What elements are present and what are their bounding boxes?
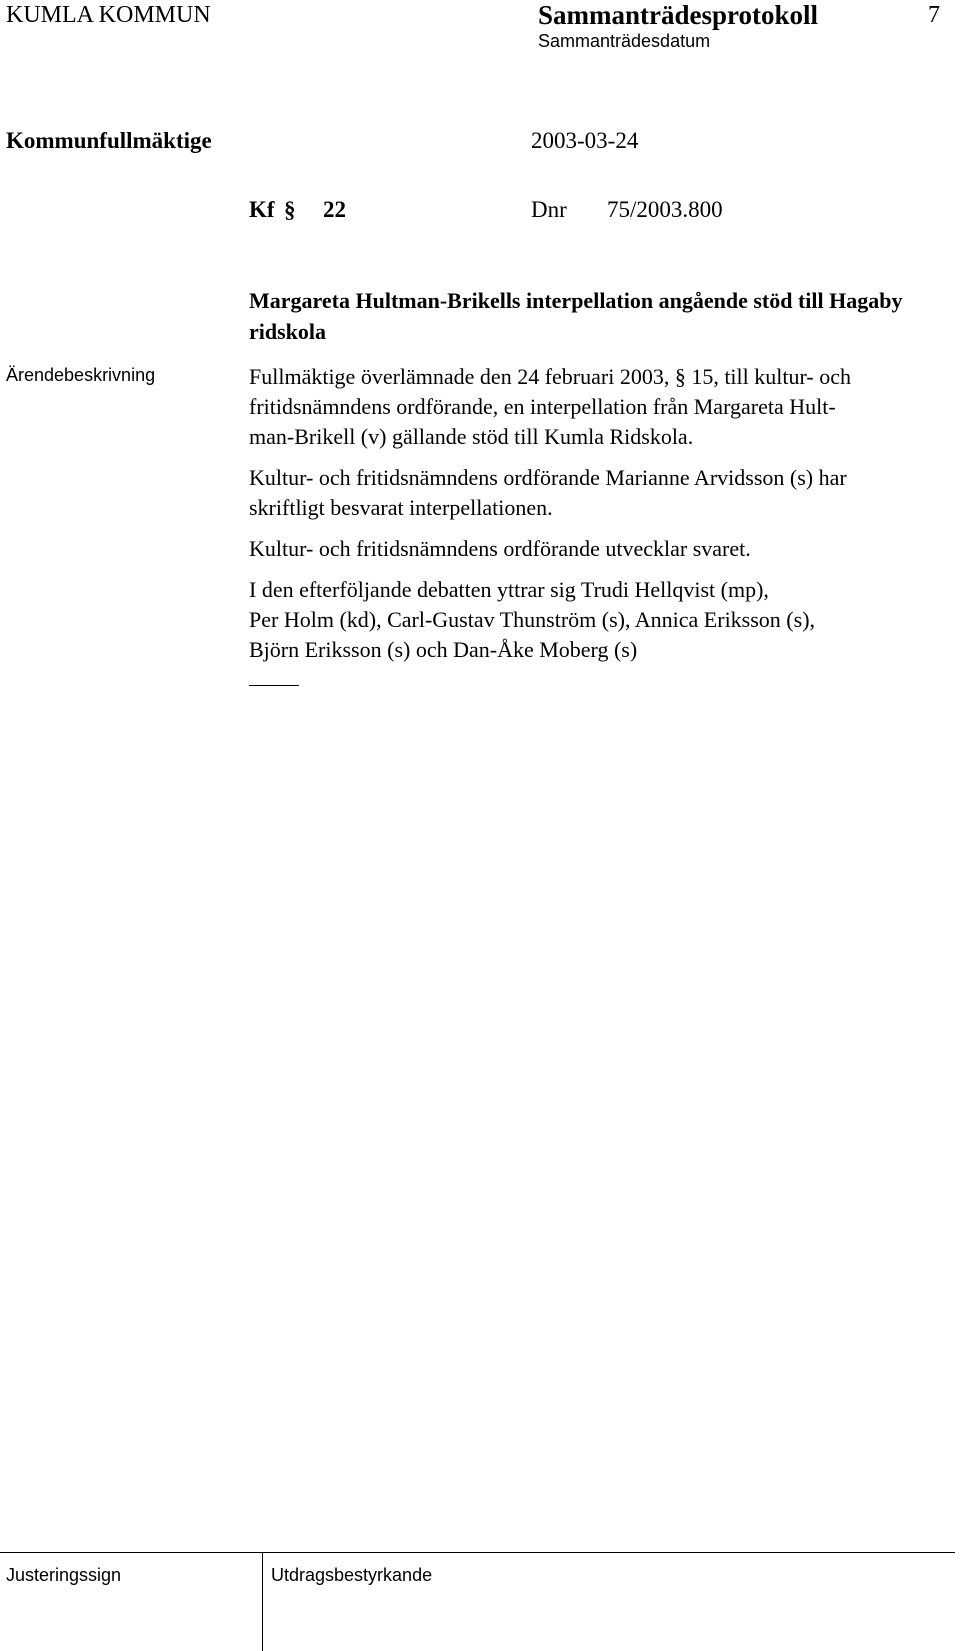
meeting-date-label: Sammanträdesdatum xyxy=(538,31,711,51)
text-line: Fullmäktige överlämnade den 24 februari 2003, § 15, till kultur- och xyxy=(249,364,851,389)
document-type-title: Sammanträdesprotokoll xyxy=(538,0,819,30)
organization-name: KUMLA KOMMUN xyxy=(6,2,211,28)
text-line: Per Holm (kd), Carl-Gustav Thunström (s), Annica Eriksson (s), xyxy=(249,607,816,632)
text-line: Kultur- och fritidsnämndens ordförande Marianne Arvidsson (s) har xyxy=(249,465,847,490)
text-line: Björn Eriksson (s) och Dan-Åke Moberg (s) xyxy=(249,637,638,662)
kf-label: Kf xyxy=(249,197,275,222)
section-sign: § xyxy=(284,197,296,222)
case-title: Margareta Hultman-Brikells interpellation angående stöd till Hagaby ridskola xyxy=(249,288,903,344)
text-line: I den efterföljande debatten yttrar sig Trudi Hellqvist (mp), xyxy=(249,577,769,602)
closing-rule xyxy=(249,685,299,686)
signature-field-label: Justeringssign xyxy=(6,1565,122,1585)
extract-certification-label: Utdragsbestyrkande xyxy=(271,1565,433,1585)
meeting-date: 2003-03-24 xyxy=(531,128,639,153)
case-description-label: Ärendebeskrivning xyxy=(6,365,156,385)
text-line: skriftligt besvarat interpellationen. xyxy=(249,495,553,520)
paragraph xyxy=(249,362,949,452)
text-line: man-Brikell (v) gällande stöd till Kumla Ridskola. xyxy=(249,424,694,449)
page-number: 7 xyxy=(928,2,940,28)
footer-divider xyxy=(262,1553,263,1651)
text-line: fritidsnämndens ordförande, en interpellation från Margareta Hult- xyxy=(249,394,836,419)
case-body-text xyxy=(249,362,949,676)
dnr-number: 75/2003.800 xyxy=(607,197,723,222)
paragraph xyxy=(249,534,949,564)
footer-rule xyxy=(0,1552,955,1553)
paragraph xyxy=(249,575,949,665)
meeting-body-name: Kommunfullmäktige xyxy=(6,128,212,153)
paragraph xyxy=(249,463,949,523)
kf-number: 22 xyxy=(323,197,346,222)
dnr-label: Dnr xyxy=(531,197,567,222)
text-line: Kultur- och fritidsnämndens ordförande utvecklar svaret. xyxy=(249,536,751,561)
